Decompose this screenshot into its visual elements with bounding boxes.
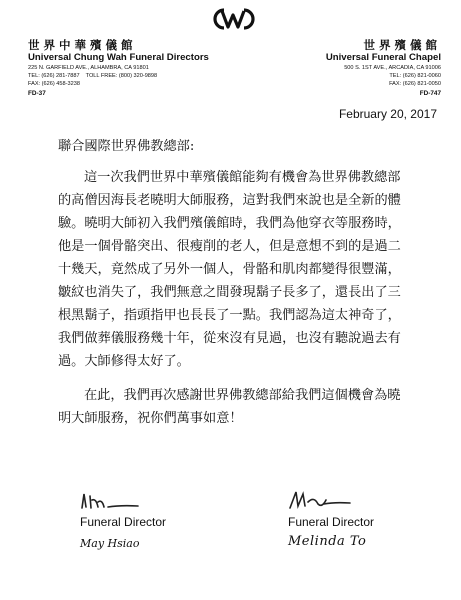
signature-left-name: May Hsiao <box>80 537 140 550</box>
paragraph-1-line: 過。大師修得太好了。 <box>58 354 190 369</box>
signature-block-right <box>288 488 438 550</box>
company-logo <box>210 6 256 32</box>
paragraph-2-line: 在此，我們再次感謝世界佛教總部給我們這個機會為曉 <box>84 388 401 403</box>
letterhead-left-chinese-name: 世界中華殯儀館 <box>28 38 137 52</box>
handwritten-signature-right <box>288 488 368 512</box>
letterhead-left-english-name: Universal Chung Wah Funeral Directors <box>28 52 209 63</box>
signature-right-name: Melinda To <box>288 534 367 549</box>
letterhead-left-toll-free: TOLL FREE: (800) 320-9898 <box>85 73 158 79</box>
letter-body <box>58 138 448 430</box>
paragraph-1-line: 這一次我們世界中華殯儀館能夠有機會為世界佛教總部 <box>84 170 401 185</box>
salutation: 聯合國際世界佛教總部: <box>58 139 195 154</box>
letterhead-right-address: 500 S. 1ST AVE., ARCADIA, CA 91006 <box>344 65 441 71</box>
handwritten-signature-left <box>80 488 160 512</box>
letter-date: February 20, 2017 <box>338 107 437 121</box>
letterhead-left-phones <box>28 72 258 80</box>
paragraph-1-line: 我們做葬儀服務幾十年，從來沒有見過，也沒有聽說過去有 <box>58 331 401 346</box>
paragraph-1-line: 驗。曉明大師初入我們殯儀館時，我們為他穿衣等服務時， <box>58 216 401 231</box>
paragraph-1 <box>58 166 448 373</box>
signature-left-title: Funeral Director <box>80 515 167 529</box>
letterhead-right <box>271 38 441 99</box>
paragraph-1-line: 十幾天，竟然成了另外一個人，骨骼和肌肉都變得很豐滿， <box>58 262 401 277</box>
letterhead-right-chinese-name: 世界殯儀館 <box>363 38 441 52</box>
letterhead-right-english-name: Universal Funeral Chapel <box>325 52 441 63</box>
paragraph-2 <box>58 384 448 430</box>
signature-right-title: Funeral Director <box>288 515 375 529</box>
paragraph-1-line: 他是一個骨骼突出、很瘦削的老人，但是意想不到的是過二 <box>58 239 401 254</box>
letterhead-left-fax: FAX: (626) 458-3238 <box>28 81 80 87</box>
letterhead-right-fax: FAX: (626) 821-0050 <box>389 81 441 87</box>
paragraph-1-line: 皺紋也消失了，我們無意之間發現鬍子長多了，還長出了三 <box>58 285 401 300</box>
letterhead-left <box>28 38 258 99</box>
letterhead-right-code: FD-747 <box>419 90 441 97</box>
letterhead-left-address: 225 N. GARFIELD AVE., ALHAMBRA, CA 91801 <box>28 65 149 71</box>
paragraph-1-line: 的高僧因海長老曉明大師服務，這對我們來說也是全新的體 <box>58 193 401 208</box>
signature-block-left <box>80 488 230 552</box>
letterhead-left-tel: TEL: (626) 281-7887 <box>28 73 80 79</box>
letterhead-left-code: FD-37 <box>28 90 46 97</box>
paragraph-1-line: 根黑鬍子，指頭指甲也長長了一點。我們認為這太神奇了， <box>58 308 401 323</box>
letterhead-right-tel: TEL: (626) 821-0060 <box>389 73 441 79</box>
paragraph-2-line: 明大師服務，祝你們萬事如意！ <box>58 411 243 426</box>
